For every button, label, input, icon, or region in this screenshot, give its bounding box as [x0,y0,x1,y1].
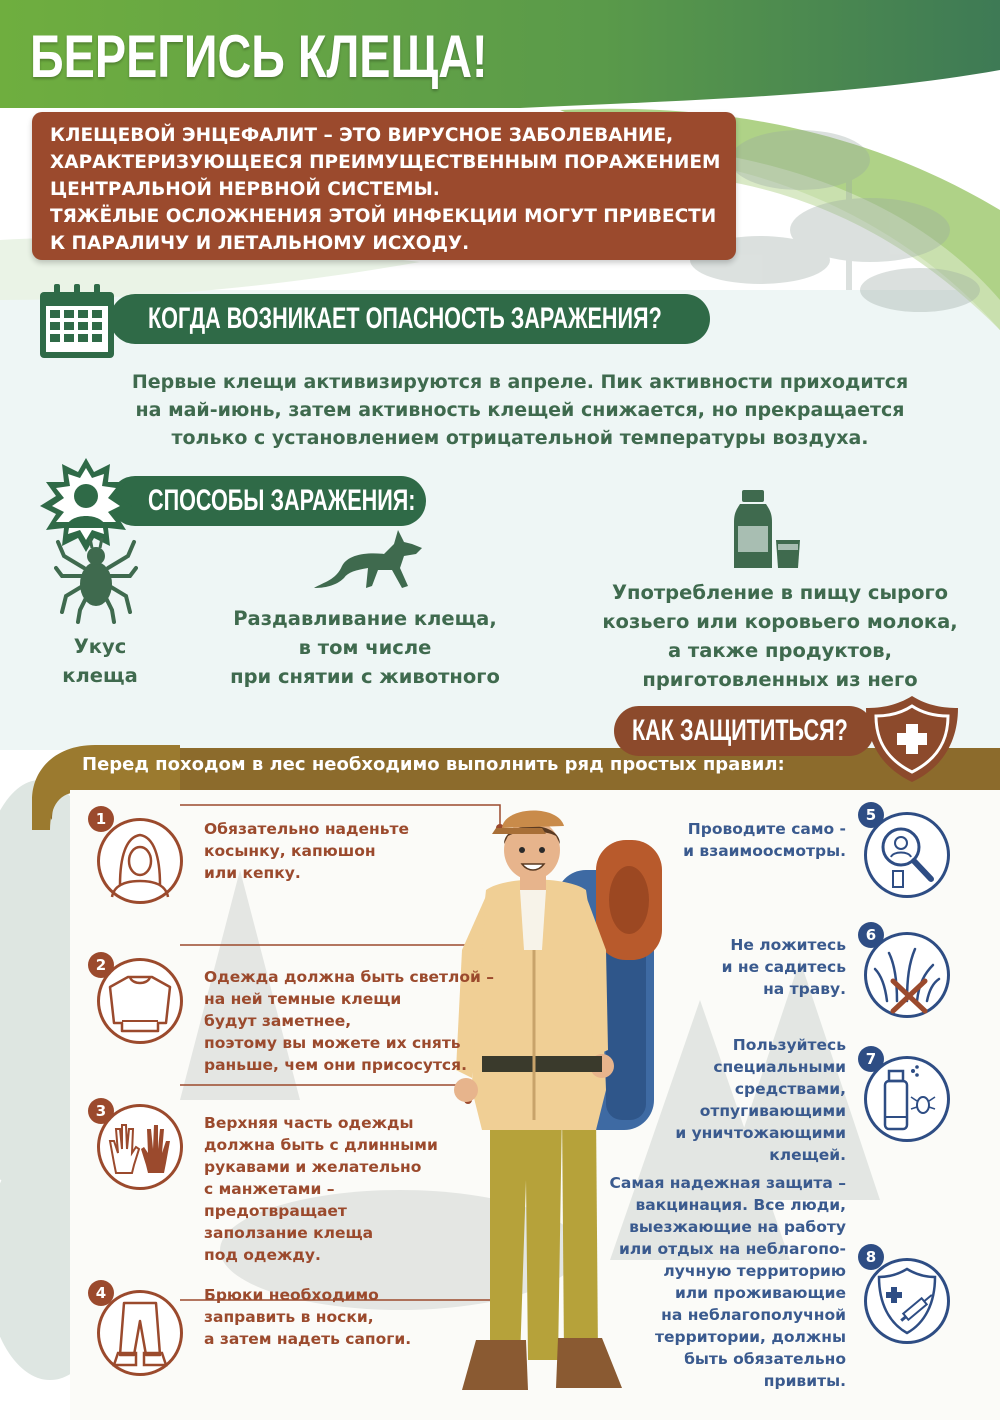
intro-line: ЦЕНТРАЛЬНОЙ НЕРВНОЙ СИСТЕМЫ. [50,179,440,200]
rule-line: поэтому вы можете их снять [204,1034,461,1052]
rule-number: 3 [88,1098,114,1124]
rule-line: и не садитесь [721,958,846,976]
rule-number: 2 [88,952,114,978]
rule-number: 1 [88,806,114,832]
way-line: Укус [73,635,127,658]
vaccine-shield-icon [867,1261,947,1341]
rule-number: 5 [858,802,884,828]
rule-line: а затем надеть сапоги. [204,1330,412,1348]
way-line: приготовленных из него [642,668,918,691]
repellent-icon [867,1059,947,1139]
rule-line: заправить в носки, [204,1308,374,1326]
rule-number: 8 [858,1244,884,1270]
rule-line: на ней темные клещи [204,990,402,1008]
rule-line: на траву. [763,980,846,998]
rule-1-circle [97,818,183,904]
rule-line: будут заметнее, [204,1012,352,1030]
rule-8-text [609,1172,846,1392]
when-line: Первые клещи активизируются в апреле. Пик активности приходится [131,371,909,393]
rules-intro: Перед походом в лес необходимо выполнить ряд простых правил: [82,754,785,775]
rule-line: должна быть с длинными [204,1136,438,1154]
rule-line: специальными [713,1058,846,1076]
rule-line: или кепку. [204,864,301,882]
rule-line: с манжетами – [204,1180,335,1198]
way-line: в том числе [298,636,432,659]
pants-icon [100,1293,180,1373]
rule-line: или отдых на неблагопо- [619,1240,846,1258]
rule-line: заползание клеща [204,1224,374,1242]
rule-line: косынку, капюшон [204,842,376,860]
protect-heading: КАК ЗАЩИТИТЬСЯ? [632,714,848,747]
way-line: при снятии с животного [230,665,500,688]
no-grass-icon [867,935,947,1015]
rule-1-text [204,818,409,884]
poster-title: БЕРЕГИСЬ КЛЕЩА! [30,23,488,90]
way-line: козьего или коровьего молока, [602,610,958,633]
way-line: а также продуктов, [667,639,893,662]
rule-6-text [722,934,846,1000]
intro-line: ТЯЖЁЛЫЕ ОСЛОЖНЕНИЯ ЭТОЙ ИНФЕКЦИИ МОГУТ ПРИВЕСТИ [50,206,717,227]
when-heading: КОГДА ВОЗНИКАЕТ ОПАСНОСТЬ ЗАРАЖЕНИЯ? [148,302,662,335]
rule-line: на неблагополучной [661,1306,846,1324]
rule-line: вакцинация. Все люди, [635,1196,846,1214]
intro-line: К ПАРАЛИЧУ И ЛЕТАЛЬНОМУ ИСХОДУ. [50,233,470,254]
rule-line: рукавами и желательно [204,1158,422,1176]
hood-icon [100,821,180,901]
rule-line: или проживающие [674,1284,846,1302]
intro-line: КЛЕЩЕВОЙ ЭНЦЕФАЛИТ – ЭТО ВИРУСНОЕ ЗАБОЛЕВАНИЕ, [50,125,674,146]
rule-4-text [204,1284,411,1350]
rule-line: привиты. [763,1372,846,1390]
rule-line: и взаимоосмотры. [683,842,846,860]
rule-line: Проводите само - [687,820,846,838]
rule-line: и уничтожающими [675,1124,846,1142]
way-line: Употребление в пищу сырого [611,581,949,604]
rule-line: Самая надежная защита – [609,1174,846,1192]
rule-number: 4 [88,1280,114,1306]
rule-number: 6 [858,922,884,948]
rule-line: Одежда должна быть светлой – [204,968,495,986]
magnifier-icon [867,815,947,895]
way-line: Раздавливание клеща, [233,607,497,630]
rule-line: выезжающие на работу [629,1218,846,1236]
rule-8-circle [864,1258,950,1344]
rule-4-circle [97,1290,183,1376]
when-line: на май-июнь, затем активность клещей снижается, но прекращается [135,399,905,421]
intro-line: ХАРАКТЕРИЗУЮЩЕЕСЯ ПРЕИМУЩЕСТВЕННЫМ ПОРАЖЕНИЕМ [50,152,721,173]
rule-3-text [204,1112,438,1266]
rule-7-text [675,1034,846,1166]
sweater-icon [100,961,180,1041]
rule-line: Брюки необходимо [204,1286,379,1304]
ways-heading: СПОСОБЫ ЗАРАЖЕНИЯ: [148,484,416,517]
rule-line: Пользуйтесь [732,1036,846,1054]
rule-line: средствами, [734,1080,846,1098]
rule-line: Не ложитесь [730,936,846,954]
way-line: клеща [62,664,138,687]
rule-line: раньше, чем они присосутся. [204,1056,467,1074]
rule-line: быть обязательно [684,1350,846,1368]
rule-5-text [683,818,846,862]
rule-line: предотвращает [204,1202,347,1220]
gloves-icon [100,1107,180,1187]
rule-line: Верхняя часть одежды [204,1114,414,1132]
rule-line: отпугивающими [699,1102,846,1120]
rule-line: под одежду. [204,1246,321,1264]
rule-line: территории, должны [655,1328,846,1346]
when-line: только с установлением отрицательной температуры воздуха. [171,427,869,449]
rule-number: 7 [858,1046,884,1072]
rule-line: клещей. [769,1146,846,1164]
rule-line: лучную территорию [663,1262,846,1280]
rule-2-text [204,966,494,1076]
rule-line: Обязательно наденьте [204,820,410,838]
